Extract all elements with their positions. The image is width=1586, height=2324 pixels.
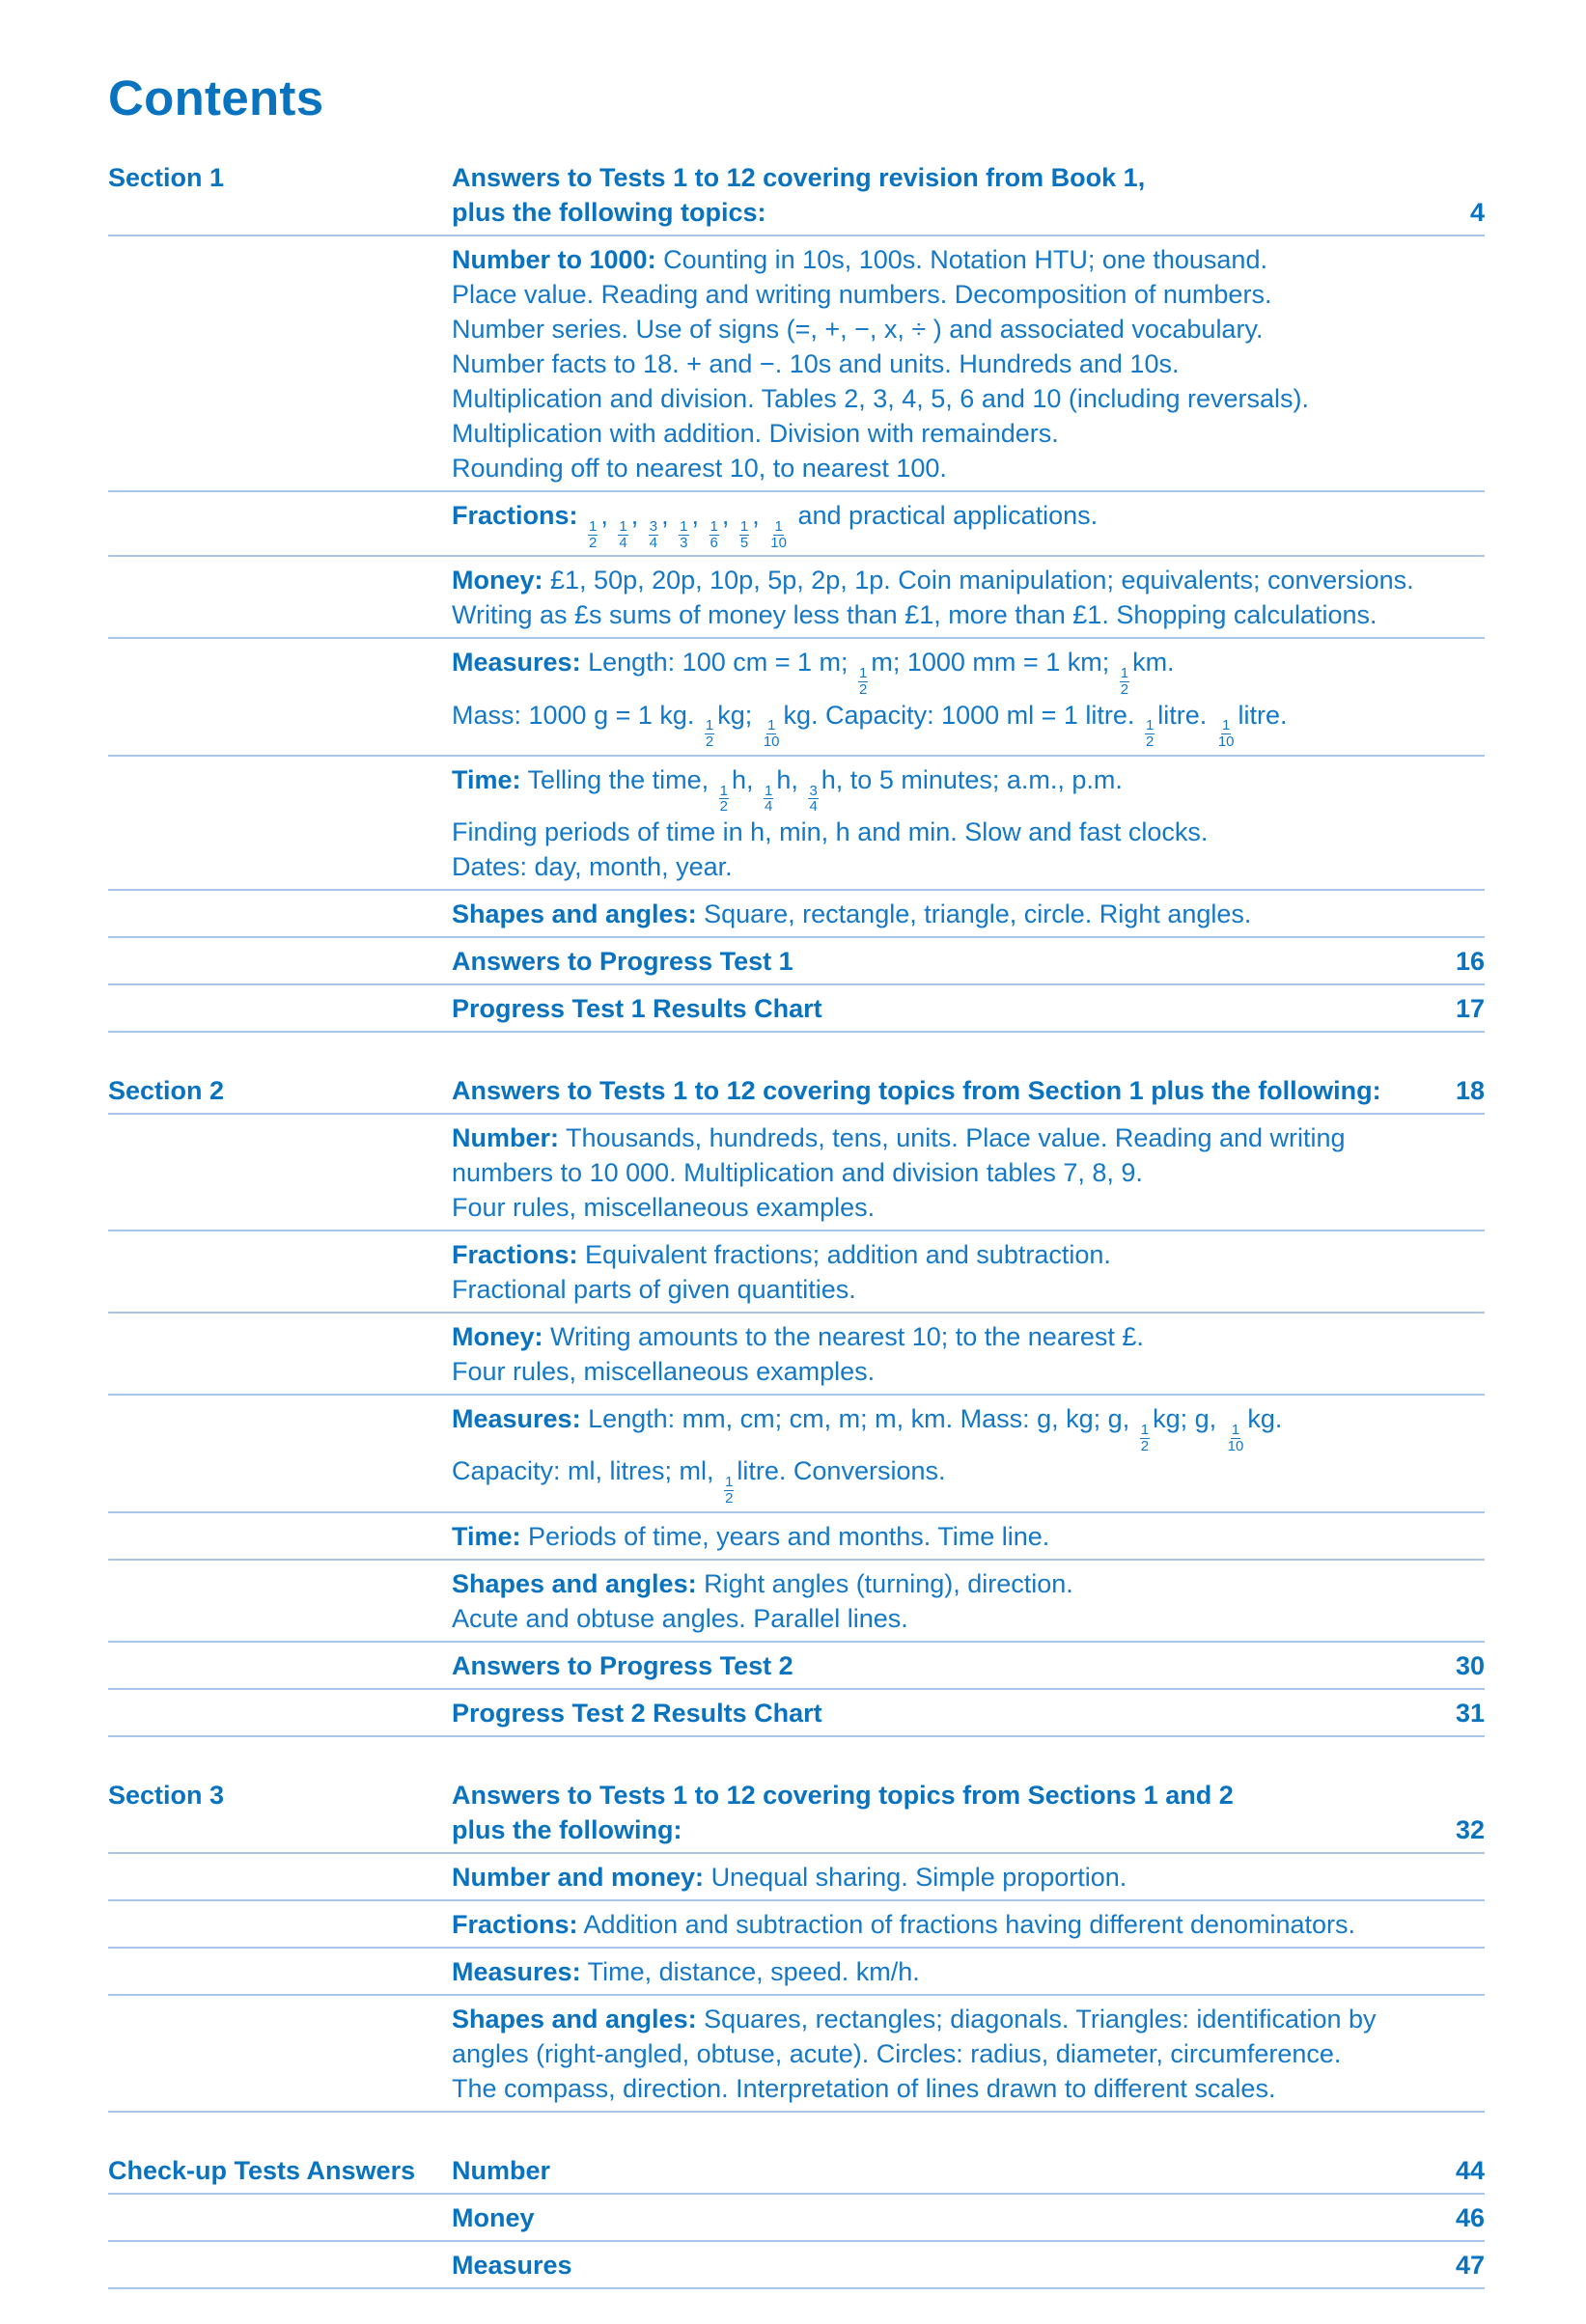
fraction-half: $\frac{1}{2}$ — [1120, 665, 1129, 698]
fraction-half: $\frac{1}{2}$ — [705, 717, 714, 750]
toc-link-row[interactable] — [108, 938, 1485, 985]
fraction-half: $\frac{1}{2}$ — [725, 1474, 734, 1507]
section-intro: Answers to Tests 1 to 12 covering revision from Book 1, plus the following topics: — [452, 163, 1146, 227]
fraction-tenth: $\frac{1}{10}$ — [1227, 1421, 1244, 1454]
topic-fractions: Fractions: $\frac{1}{2}$ , $\frac{1}{4}$ , $\frac{3}{4}$ , $\frac{1}{3}$ , $\frac{1}{6}$ , $\frac{1}{5}$ , $\frac{1}{10}$ and practical applications. — [108, 492, 1485, 557]
page-number: 4 — [1469, 198, 1485, 227]
fraction-three-quarters: $\frac{3}{4}$ — [809, 782, 818, 816]
table-of-contents — [108, 154, 1485, 2324]
section-1 — [108, 154, 1485, 1033]
section-label: Check-up Tests Answers — [108, 2155, 416, 2185]
toc-link-row[interactable] — [108, 2147, 1485, 2195]
section-3-intro-row[interactable] — [108, 1772, 1485, 1854]
page-number: 46 — [1455, 2202, 1485, 2232]
toc-link-label: Number — [452, 2155, 551, 2185]
topic-measures: Measures: Length: mm, cm; cm, m; m, km. Mass: g, kg; g, $\frac{1}{2}$ kg; g, $\frac{1}{10}$ kg. Capacity: ml, litres; ml, $\frac{1}{2}$ litre. Conversions. — [108, 1396, 1485, 1513]
toc-link-label: Measures — [452, 2250, 572, 2280]
page-number: 17 — [1455, 994, 1485, 1023]
fraction-quarter: $\frac{1}{4}$ — [765, 782, 773, 816]
fraction-tenth: $\frac{1}{10}$ — [770, 517, 787, 551]
fraction-half: $\frac{1}{2}$ — [859, 665, 868, 698]
section-2-intro-row[interactable] — [108, 1067, 1485, 1115]
fraction-fifth: $\frac{1}{5}$ — [739, 517, 749, 551]
page-number: 30 — [1455, 1650, 1485, 1680]
fraction-half: $\frac{1}{2}$ — [1145, 717, 1155, 750]
topic-measures: Measures: Time, distance, speed. km/h. — [108, 1949, 1485, 1996]
toc-link-label: Money — [452, 2202, 535, 2232]
topic-number: Number to 1000: Counting in 10s, 100s. Notation HTU; one thousand. Place value. Reading and writing numbers. Decomposition of numbers. Number series. Use of signs (=, +, −, x, ÷ ) and associated vocabulary. Number facts to 18. + and −. 10s and units. Hundreds and 10s. Multiplication and division. Tables 2, 3, 4, 5, 6 and 10 (including reversals). Multiplication with addition. Division with remainders. Rounding off to nearest 10, to nearest 100. — [108, 236, 1485, 492]
section-label: Section 1 — [108, 163, 225, 192]
fraction-half: $\frac{1}{2}$ — [719, 782, 728, 816]
topic-number: Number: Thousands, hundreds, tens, units. Place value. Reading and writing numbers to 10 000. Multiplication and division tables 7, 8, 9. Four rules, miscellaneous examples. — [108, 1115, 1485, 1231]
topic-time: Time: Periods of time, years and months. Time line. — [108, 1513, 1485, 1561]
fraction-quarter: $\frac{1}{4}$ — [619, 517, 627, 551]
topic-shapes: Shapes and angles: Square, rectangle, triangle, circle. Right angles. — [108, 891, 1485, 938]
toc-link-row[interactable] — [108, 1643, 1485, 1690]
toc-link-label: Progress Test 1 Results Chart — [452, 994, 822, 1023]
fraction-third: $\frac{1}{3}$ — [680, 517, 688, 551]
section-3 — [108, 1772, 1485, 2113]
toc-link-row[interactable] — [108, 1690, 1485, 1737]
fraction-tenth: $\frac{1}{10}$ — [1217, 717, 1235, 750]
topic-shapes: Shapes and angles: Right angles (turning), direction. Acute and obtuse angles. Parallel lines. — [108, 1561, 1485, 1643]
toc-link-label: Answers to Progress Test 1 — [452, 947, 793, 976]
toc-link-row[interactable] — [108, 2195, 1485, 2242]
topic-fractions: Fractions: Addition and subtraction of fractions having different denominators. — [108, 1901, 1485, 1949]
section-intro: Answers to Tests 1 to 12 covering topics from Section 1 plus the following: — [452, 1076, 1381, 1105]
toc-link-row[interactable] — [108, 985, 1485, 1033]
page-number: 31 — [1455, 1698, 1485, 1728]
page-number: 32 — [1455, 1814, 1485, 1844]
fraction-sixth: $\frac{1}{6}$ — [710, 517, 718, 551]
section-2 — [108, 1067, 1485, 1737]
fraction-half: $\frac{1}{2}$ — [589, 517, 598, 551]
fraction-three-quarters: $\frac{3}{4}$ — [649, 517, 658, 551]
topic-time: Time: Telling the time, $\frac{1}{2}$ h, $\frac{1}{4}$ h, $\frac{3}{4}$ h, to 5 minutes; a.m., p.m. Finding periods of time in h, min, h and min. Slow and fast clocks. Dates: day, month, year. — [108, 757, 1485, 891]
page-title: Contents — [108, 70, 324, 125]
page-number: 16 — [1455, 947, 1485, 976]
page-number: 47 — [1455, 2250, 1485, 2280]
topic-money: Money: £1, 50p, 20p, 10p, 5p, 2p, 1p. Coin manipulation; equivalents; conversions. Writing as £s sums of money less than £1, more than £1. Shopping calculations. — [108, 557, 1485, 639]
topic-shapes: Shapes and angles: Squares, rectangles; diagonals. Triangles: identification by angles (right-angled, obtuse, acute). Circles: radius, diameter, circumference. The compass, direction. Interpretation of lines drawn to different scales. — [108, 1996, 1485, 2113]
topic-number-money: Number and money: Unequal sharing. Simple proportion. — [108, 1854, 1485, 1901]
section-label: Section 3 — [108, 1780, 225, 1810]
page-number: 44 — [1455, 2155, 1485, 2185]
page-number: 18 — [1455, 1076, 1485, 1105]
section-label: Section 2 — [108, 1076, 225, 1105]
fraction-half: $\frac{1}{2}$ — [1140, 1421, 1150, 1454]
topic-money: Money: Writing amounts to the nearest 10; to the nearest £. Four rules, miscellaneous examples. — [108, 1314, 1485, 1396]
toc-link-label: Answers to Progress Test 2 — [452, 1650, 793, 1680]
section-1-intro-row[interactable] — [108, 154, 1485, 236]
toc-link-label: Progress Test 2 Results Chart — [452, 1698, 822, 1728]
toc-link-row[interactable] — [108, 2242, 1485, 2289]
fraction-tenth: $\frac{1}{10}$ — [763, 717, 780, 750]
topic-fractions: Fractions: Equivalent fractions; addition and subtraction. Fractional parts of given quantities. — [108, 1231, 1485, 1314]
section-check-up — [108, 2147, 1485, 2289]
topic-measures: Measures: Length: 100 cm = 1 m; $\frac{1}{2}$ m; 1000 mm = 1 km; $\frac{1}{2}$ km. Mass: 1000 g = 1 kg. $\frac{1}{2}$ kg; $\frac{1}{10}$ kg. Capacity: 1000 ml = 1 litre. $\frac{1}{2}$ litre. $\frac{1}{10}$ litre. — [108, 639, 1485, 757]
section-intro: Answers to Tests 1 to 12 covering topics from Sections 1 and 2 plus the following: — [452, 1780, 1234, 1844]
